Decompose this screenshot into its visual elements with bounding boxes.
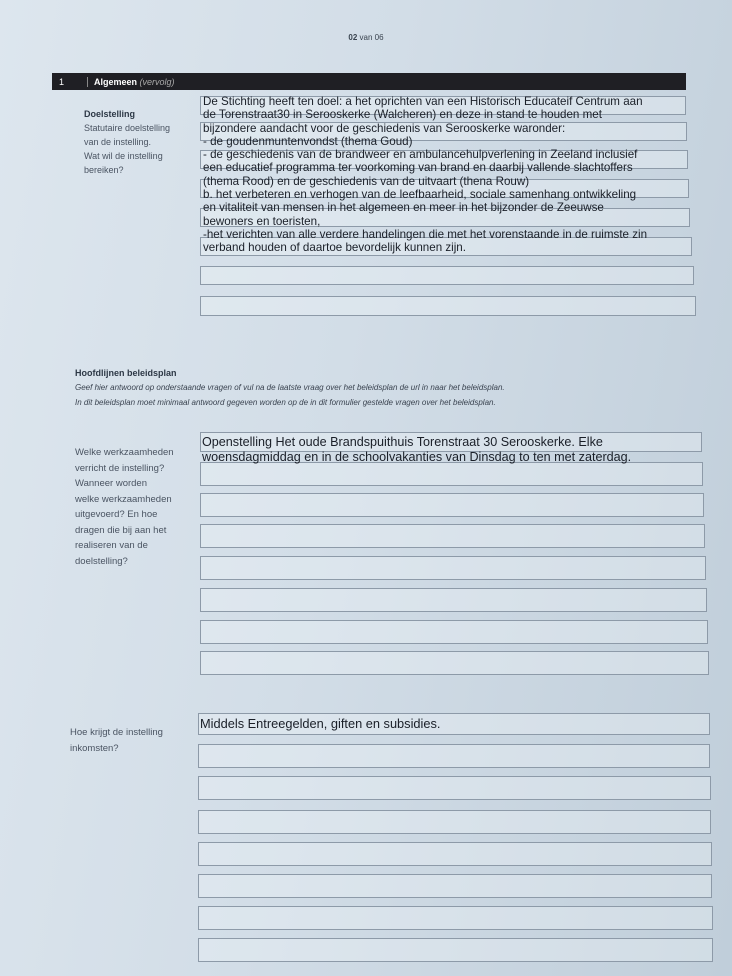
field-line[interactable] bbox=[200, 620, 708, 644]
section-header bbox=[52, 73, 686, 90]
page-number bbox=[0, 33, 732, 42]
inkomsten-line-1: Hoe krijgt de instelling bbox=[70, 727, 163, 738]
field-line[interactable] bbox=[198, 776, 711, 800]
werkzaamheden-line-3: Wanneer worden bbox=[75, 478, 147, 489]
doelstelling-line-1: Statutaire doelstelling bbox=[84, 123, 171, 133]
werkzaamheden-line-5: uitgevoerd? En hoe bbox=[75, 509, 158, 520]
doelstelling-label bbox=[84, 107, 170, 177]
field-line[interactable] bbox=[198, 744, 710, 768]
werkzaamheden-line-7: realiseren van de bbox=[75, 540, 148, 551]
doelstelling-heading: Doelstelling bbox=[84, 109, 136, 119]
beleidsplan-intro-1: Geef hier antwoord op onderstaande vragen of vul na de laatste vraag over het beleidsplan de url in naar het beleidsplan. bbox=[75, 383, 505, 392]
field-line[interactable] bbox=[198, 842, 712, 866]
field-line[interactable] bbox=[200, 266, 694, 285]
inkomsten-line-2: inkomsten? bbox=[70, 742, 119, 754]
inkomsten-label bbox=[70, 725, 163, 756]
field-line[interactable] bbox=[200, 651, 709, 675]
inkomsten-answer: Middels Entreegelden, giften en subsidies. bbox=[200, 716, 441, 731]
page-number-suffix: van 06 bbox=[359, 33, 384, 42]
field-line[interactable] bbox=[200, 493, 704, 517]
section-number: 1 bbox=[59, 76, 65, 87]
field-line[interactable] bbox=[198, 938, 713, 962]
werkzaamheden-line-8: doelstelling? bbox=[75, 555, 128, 567]
werkzaamheden-label bbox=[75, 445, 174, 569]
doelstelling-answer: De Stichting heeft ten doel: a het oprichten van een Historisch Educateif Centrum aan de Torenstraat30 in Serooskerke (Walcheren) en deze in stand te houden met bijzondere aandacht voor de geschiedenis van Serooskerke waronder: - de goudenmuntenvondst (thema Goud) - de geschiedenis van de brandweer en ambulancehulpverlening in Zeeland inclusief een educatief programma ter voorkoming van brand en daarbij vallende slachtoffers (thema Rood) en de geschiedenis van de uitvaart (thena Rouw) b. het verbeteren en verhogen van de leefbaarheid, sociale samenhang ontwikkeling en vitaliteit van mensen in het algemeen en meer in het bijzonder de Zeeuwse bewoners en toeristen, -het verichten van alle verdere handelingen die met het vorenstaande in de ruimste zin verband houden of daartoe bevordelijk kunnen zijn. bbox=[203, 95, 648, 255]
field-line[interactable] bbox=[200, 296, 696, 316]
field-line[interactable] bbox=[200, 462, 703, 486]
page-number-current: 02 bbox=[348, 33, 358, 42]
field-line[interactable] bbox=[198, 874, 712, 898]
werkzaamheden-answer: Openstelling Het oude Brandspuithuis Torenstraat 30 Serooskerke. Elke woensdagmiddag en in de schoolvakanties van Dinsdag to ten met zaterdag. bbox=[202, 435, 632, 464]
section-title-text: Algemeen bbox=[94, 76, 138, 87]
field-line[interactable] bbox=[200, 588, 707, 612]
field-line[interactable] bbox=[200, 556, 706, 580]
beleidsplan-intro-2: In dit beleidsplan moet minimaal antwoord gegeven worden op de in dit formulier gestelde vragen over het beleidsplan. bbox=[75, 398, 496, 407]
werkzaamheden-line-1: Welke werkzaamheden bbox=[75, 447, 174, 458]
werkzaamheden-line-6: dragen die bij aan het bbox=[75, 524, 167, 536]
section-subtitle: (vervolg) bbox=[139, 76, 175, 87]
beleidsplan-heading: Hoofdlijnen beleidsplan bbox=[75, 368, 177, 378]
field-line[interactable] bbox=[198, 906, 713, 930]
werkzaamheden-line-2: verricht de instelling? bbox=[75, 462, 165, 474]
section-title bbox=[87, 77, 175, 87]
field-line[interactable] bbox=[198, 810, 711, 834]
werkzaamheden-line-4: welke werkzaamheden bbox=[75, 493, 172, 505]
field-line[interactable] bbox=[200, 524, 705, 548]
doelstelling-line-3: Wat wil de instelling bbox=[84, 151, 163, 161]
doelstelling-line-2: van de instelling. bbox=[84, 137, 152, 147]
doelstelling-line-4: bereiken? bbox=[84, 165, 124, 175]
